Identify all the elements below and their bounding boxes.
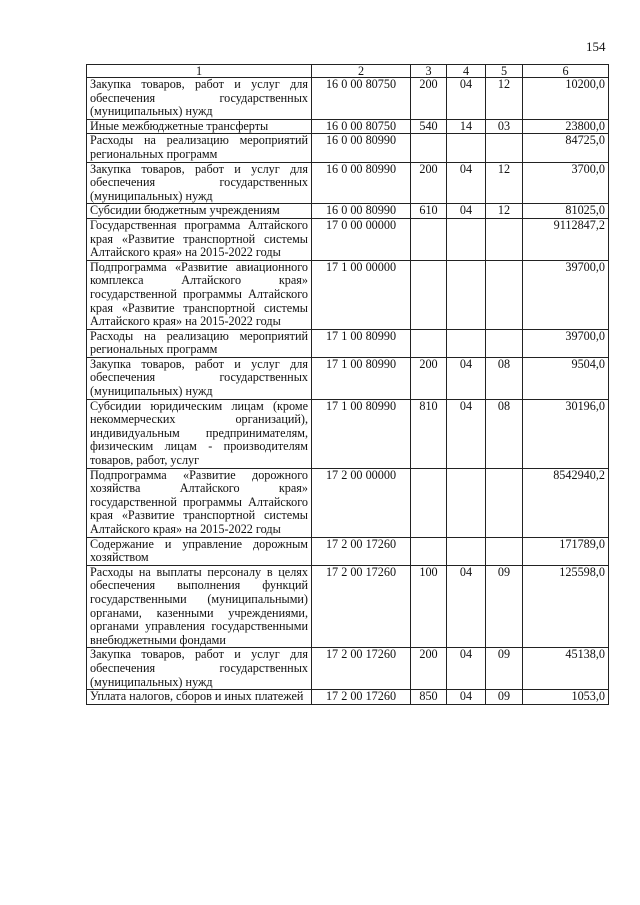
row-amount-cell: 84725,0 <box>523 134 609 162</box>
row-col5-cell <box>486 260 523 329</box>
row-amount-cell: 9504,0 <box>523 357 609 399</box>
row-col5-cell: 09 <box>486 690 523 705</box>
row-amount-cell: 45138,0 <box>523 648 609 690</box>
row-col4-cell: 04 <box>447 204 486 219</box>
row-col4-cell: 14 <box>447 119 486 134</box>
row-col4-cell: 04 <box>447 162 486 204</box>
row-code-cell: 17 1 00 80990 <box>312 357 411 399</box>
row-col3-cell <box>411 218 447 260</box>
row-code-cell: 17 2 00 17260 <box>312 648 411 690</box>
row-code-cell: 17 1 00 80990 <box>312 329 411 357</box>
row-col3-cell: 200 <box>411 78 447 120</box>
row-amount-cell: 125598,0 <box>523 565 609 648</box>
row-col5-cell: 08 <box>486 357 523 399</box>
row-name-cell: Расходы на реализацию мероприятий региональных программ <box>87 329 312 357</box>
row-name-cell: Закупка товаров, работ и услуг для обеспечения государственных (муниципальных) нужд <box>87 162 312 204</box>
row-amount-cell: 9112847,2 <box>523 218 609 260</box>
row-name-cell: Государственная программа Алтайского края «Развитие транспортной системы Алтайского края» на 2015-2022 годы <box>87 218 312 260</box>
row-col3-cell: 200 <box>411 357 447 399</box>
table-row <box>87 468 609 537</box>
row-col3-cell <box>411 537 447 565</box>
table-row <box>87 134 609 162</box>
row-code-cell: 17 1 00 00000 <box>312 260 411 329</box>
row-amount-cell: 39700,0 <box>523 329 609 357</box>
row-col5-cell <box>486 537 523 565</box>
row-col4-cell <box>447 134 486 162</box>
row-col4-cell <box>447 218 486 260</box>
row-col5-cell: 12 <box>486 204 523 219</box>
row-code-cell: 17 2 00 17260 <box>312 565 411 648</box>
table-row <box>87 399 609 468</box>
row-name-cell: Подпрограмма «Развитие авиационного комплекса Алтайского края» государственной программы Алтайского края «Развитие транспортной системы Алтайского края» на 2015-2022 годы <box>87 260 312 329</box>
row-name-cell: Субсидии бюджетным учреждениям <box>87 204 312 219</box>
column-header: 6 <box>523 65 609 78</box>
row-col5-cell <box>486 218 523 260</box>
row-col5-cell: 09 <box>486 648 523 690</box>
row-amount-cell: 3700,0 <box>523 162 609 204</box>
row-code-cell: 17 2 00 17260 <box>312 537 411 565</box>
row-col3-cell: 540 <box>411 119 447 134</box>
row-col4-cell <box>447 537 486 565</box>
row-col4-cell: 04 <box>447 565 486 648</box>
row-col4-cell: 04 <box>447 357 486 399</box>
row-code-cell: 16 0 00 80750 <box>312 78 411 120</box>
table-row <box>87 329 609 357</box>
table-row <box>87 260 609 329</box>
row-col4-cell <box>447 468 486 537</box>
row-name-cell: Закупка товаров, работ и услуг для обеспечения государственных (муниципальных) нужд <box>87 357 312 399</box>
row-col5-cell: 09 <box>486 565 523 648</box>
row-col4-cell <box>447 329 486 357</box>
page-number: 154 <box>586 39 606 54</box>
table-row <box>87 119 609 134</box>
row-name-cell: Иные межбюджетные трансферты <box>87 119 312 134</box>
row-col5-cell: 08 <box>486 399 523 468</box>
table-row <box>87 204 609 219</box>
row-col4-cell <box>447 260 486 329</box>
row-col5-cell <box>486 468 523 537</box>
row-name-cell: Закупка товаров, работ и услуг для обеспечения государственных (муниципальных) нужд <box>87 78 312 120</box>
row-col4-cell: 04 <box>447 648 486 690</box>
row-amount-cell: 8542940,2 <box>523 468 609 537</box>
row-name-cell: Закупка товаров, работ и услуг для обеспечения государственных (муниципальных) нужд <box>87 648 312 690</box>
row-amount-cell: 23800,0 <box>523 119 609 134</box>
row-col3-cell <box>411 468 447 537</box>
table-row <box>87 537 609 565</box>
row-code-cell: 16 0 00 80990 <box>312 134 411 162</box>
row-col5-cell <box>486 134 523 162</box>
row-col3-cell: 850 <box>411 690 447 705</box>
row-col4-cell: 04 <box>447 399 486 468</box>
row-col3-cell <box>411 134 447 162</box>
row-name-cell: Расходы на реализацию мероприятий региональных программ <box>87 134 312 162</box>
table-header-row <box>87 65 609 78</box>
row-name-cell: Расходы на выплаты персоналу в целях обеспечения выполнения функций государственными (муниципальными) органами, казенными учреждениями, органами управления государственными внебюджетными фондами <box>87 565 312 648</box>
row-code-cell: 17 1 00 80990 <box>312 399 411 468</box>
row-name-cell: Содержание и управление дорожным хозяйством <box>87 537 312 565</box>
column-header: 2 <box>312 65 411 78</box>
table-row <box>87 565 609 648</box>
row-code-cell: 17 0 00 00000 <box>312 218 411 260</box>
row-amount-cell: 10200,0 <box>523 78 609 120</box>
row-col3-cell: 200 <box>411 648 447 690</box>
row-col3-cell <box>411 260 447 329</box>
row-col3-cell: 810 <box>411 399 447 468</box>
row-col3-cell <box>411 329 447 357</box>
row-col5-cell <box>486 329 523 357</box>
row-name-cell: Подпрограмма «Развитие дорожного хозяйства Алтайского края» государственной программы Алтайского края «Развитие транспортной системы Алтайского края» на 2015-2022 годы <box>87 468 312 537</box>
row-col5-cell: 03 <box>486 119 523 134</box>
row-col3-cell: 200 <box>411 162 447 204</box>
row-amount-cell: 39700,0 <box>523 260 609 329</box>
table-row <box>87 357 609 399</box>
table-row <box>87 690 609 705</box>
row-name-cell: Уплата налогов, сборов и иных платежей <box>87 690 312 705</box>
row-col5-cell: 12 <box>486 78 523 120</box>
column-header: 3 <box>411 65 447 78</box>
table-row <box>87 648 609 690</box>
row-col4-cell: 04 <box>447 78 486 120</box>
row-amount-cell: 171789,0 <box>523 537 609 565</box>
row-code-cell: 17 2 00 17260 <box>312 690 411 705</box>
column-header: 5 <box>486 65 523 78</box>
row-col3-cell: 100 <box>411 565 447 648</box>
table-row <box>87 218 609 260</box>
row-code-cell: 17 2 00 00000 <box>312 468 411 537</box>
row-code-cell: 16 0 00 80750 <box>312 119 411 134</box>
row-col4-cell: 04 <box>447 690 486 705</box>
row-amount-cell: 1053,0 <box>523 690 609 705</box>
row-code-cell: 16 0 00 80990 <box>312 162 411 204</box>
row-amount-cell: 30196,0 <box>523 399 609 468</box>
budget-table <box>86 64 609 705</box>
column-header: 4 <box>447 65 486 78</box>
row-code-cell: 16 0 00 80990 <box>312 204 411 219</box>
row-col3-cell: 610 <box>411 204 447 219</box>
table-row <box>87 162 609 204</box>
column-header: 1 <box>87 65 312 78</box>
row-name-cell: Субсидии юридическим лицам (кроме некоммерческих организаций), индивидуальным предпринимателям, физическим лицам - производителям товаров, работ, услуг <box>87 399 312 468</box>
row-col5-cell: 12 <box>486 162 523 204</box>
row-amount-cell: 81025,0 <box>523 204 609 219</box>
table-row <box>87 78 609 120</box>
